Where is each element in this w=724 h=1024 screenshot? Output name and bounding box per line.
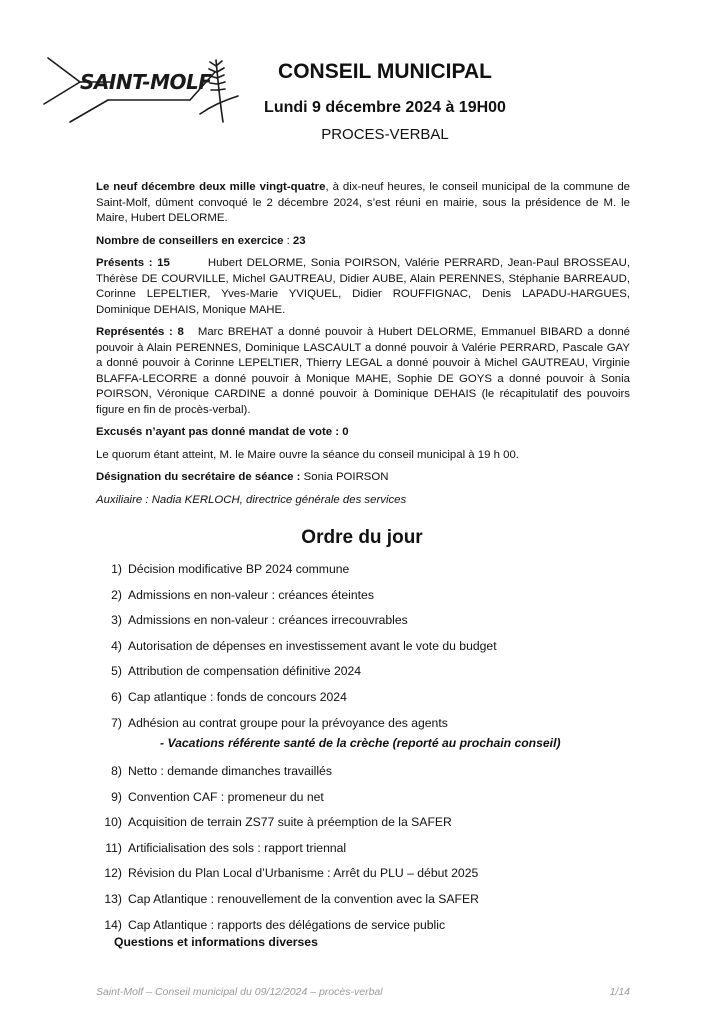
- agenda-item: [96, 839, 656, 865]
- agenda-item-number: 8): [111, 764, 122, 778]
- agenda-item: [96, 662, 656, 688]
- agenda-item-number: 3): [111, 613, 122, 628]
- footer-text: Saint-Molf – Conseil municipal du 09/12/2024 – procès-verbal: [96, 986, 383, 998]
- page-number: 1/14: [609, 986, 630, 998]
- agenda-item-text: Netto : demande dimanches travaillés: [128, 764, 332, 778]
- agenda-item-text: Cap atlantique : fonds de concours 2024: [128, 689, 347, 704]
- excuses-line: [96, 425, 630, 441]
- agenda-item-text: Cap Atlantique : rapports des délégations de service public: [128, 917, 446, 932]
- agenda-sub-item: - Vacations référente santé de la crèche (reporté au prochain conseil): [160, 736, 561, 750]
- agenda-item-number: 10): [104, 815, 122, 830]
- agenda-item-number: 11): [105, 840, 122, 855]
- conseillers-line: [96, 234, 630, 250]
- agenda-item: [96, 611, 656, 637]
- intro-bold: Le neuf décembre deux mille vingt-quatre: [96, 181, 326, 193]
- agenda-item-text: Révision du Plan Local d’Urbanisme : Arrêt du PLU – début 2025: [128, 866, 479, 881]
- agenda-item-text: Décision modificative BP 2024 commune: [128, 562, 350, 576]
- representes-paragraph: [96, 325, 630, 418]
- agenda-item-number: 1): [111, 562, 122, 576]
- secretaire-label: Désignation du secrétaire de séance :: [96, 471, 301, 483]
- presents-names: Hubert DELORME, Sonia POIRSON, Valérie PERRARD, Jean-Paul BROSSEAU, Thérèse DE COURVILLE, Michel GAUTREAU, Didier AUBE, Alain PERENNES, Stéphanie BARREAUD, Corinne LEPELTIER, Yves-Marie YVIQUEL, Didier ROUFFIGNAC, Denis LAPADU-HARGUES, Dominique DEHAIS, Monique MAHE.: [96, 257, 630, 316]
- agenda-item: [96, 864, 656, 890]
- agenda-item-text: Adhésion au contrat groupe pour la prévoyance des agents: [128, 715, 448, 730]
- conseillers-sep: :: [283, 234, 293, 247]
- agenda-item-number: 14): [104, 917, 122, 932]
- intro-paragraph: [96, 180, 630, 227]
- presents-paragraph: [96, 256, 630, 318]
- agenda-item-number: 2): [111, 587, 122, 602]
- logo-text: SAINT-MOLF: [80, 70, 212, 94]
- agenda-title: Ordre du jour: [301, 527, 423, 548]
- conseillers-value: 23: [292, 234, 306, 247]
- document-subtitle: PROCES-VERBAL: [321, 126, 449, 143]
- agenda-item-text: Acquisition de terrain ZS77 suite à préemption de la SAFER: [128, 815, 452, 830]
- agenda-list-b: [96, 762, 656, 941]
- auxiliaire-line: Auxiliaire : Nadia KERLOCH, directrice générale des services: [96, 493, 407, 506]
- agenda-item-text: Cap Atlantique : renouvellement de la convention avec la SAFER: [128, 891, 479, 906]
- meeting-date: Lundi 9 décembre 2024 à 19H00: [264, 99, 506, 116]
- agenda-item-number: 13): [104, 891, 122, 906]
- page-footer: [96, 986, 630, 998]
- representes-text: Marc BREHAT a donné pouvoir à Hubert DELORME, Emmanuel BIBARD a donné pouvoir à Alain PERENNES, Dominique LASCAULT a donné pouvoir à Valérie PERRARD, Pascale GAY a donné pouvoir à Corinne LEPELTIER, Thierry LEGAL a donné pouvoir à Michel GAUTREAU, Virginie BLAFFA-LECORRE a donné pouvoir à Monique MAHE, Sophie DE GOYS a donné pouvoir à Sonia POIRSON, Véronique CARDINE a donné pouvoir à Dominique DEHAIS (le récapitulatif des pouvoirs figure en fin de procès-verbal).: [96, 326, 630, 416]
- presents-label: Présents: [96, 257, 145, 269]
- agenda-item: [96, 762, 656, 788]
- agenda-item-number: 9): [111, 789, 122, 804]
- minutes-body: [96, 180, 630, 515]
- conseillers-label: Nombre de conseillers en exercice: [96, 234, 284, 247]
- agenda-item-text: Autorisation de dépenses en investissement avant le vote du budget: [128, 638, 497, 653]
- agenda-item: [96, 560, 656, 586]
- agenda-item: [96, 813, 656, 839]
- excuses-label: Excusés n’ayant pas donné mandat de vote : 0: [96, 426, 349, 438]
- intro-text: , à dix-neuf heures, le conseil municipal de la commune de Saint-Molf, dûment convoqué le 2 décembre 2024, s’est réuni en mairie, sous la présidence de M. le Maire, Hubert DELORME.: [96, 181, 630, 224]
- agenda-list-a: [96, 560, 656, 739]
- agenda-item-text: Admissions en non-valeur : créances éteintes: [128, 587, 374, 602]
- agenda-item-text: Admissions en non-valeur : créances irrecouvrables: [128, 613, 408, 628]
- agenda-item-number: 7): [111, 715, 122, 730]
- agenda-item-number: 6): [111, 689, 122, 704]
- secretaire-line: [96, 470, 630, 486]
- agenda-item-number: 4): [111, 638, 122, 653]
- agenda-item-text: Convention CAF : promeneur du net: [128, 789, 324, 804]
- questions-diverses: Questions et informations diverses: [114, 935, 318, 949]
- agenda-item: [96, 788, 656, 814]
- agenda-item-text: Attribution de compensation définitive 2024: [128, 664, 362, 679]
- representes-label: Représentés : 8: [96, 326, 184, 338]
- agenda-item: [96, 637, 656, 663]
- secretaire-name: Sonia POIRSON: [300, 471, 389, 483]
- agenda-item: [96, 688, 656, 714]
- agenda-item-text: Artificialisation des sols : rapport triennal: [128, 840, 347, 855]
- presents-count: : 15: [144, 257, 170, 269]
- document-title: CONSEIL MUNICIPAL: [278, 60, 492, 83]
- agenda-item-number: 12): [104, 866, 122, 881]
- agenda-item: [96, 586, 656, 612]
- quorum-line: Le quorum étant atteint, M. le Maire ouvre la séance du conseil municipal à 19 h 00.: [96, 448, 519, 461]
- agenda-item-number: 5): [111, 664, 122, 679]
- agenda-item: [96, 890, 656, 916]
